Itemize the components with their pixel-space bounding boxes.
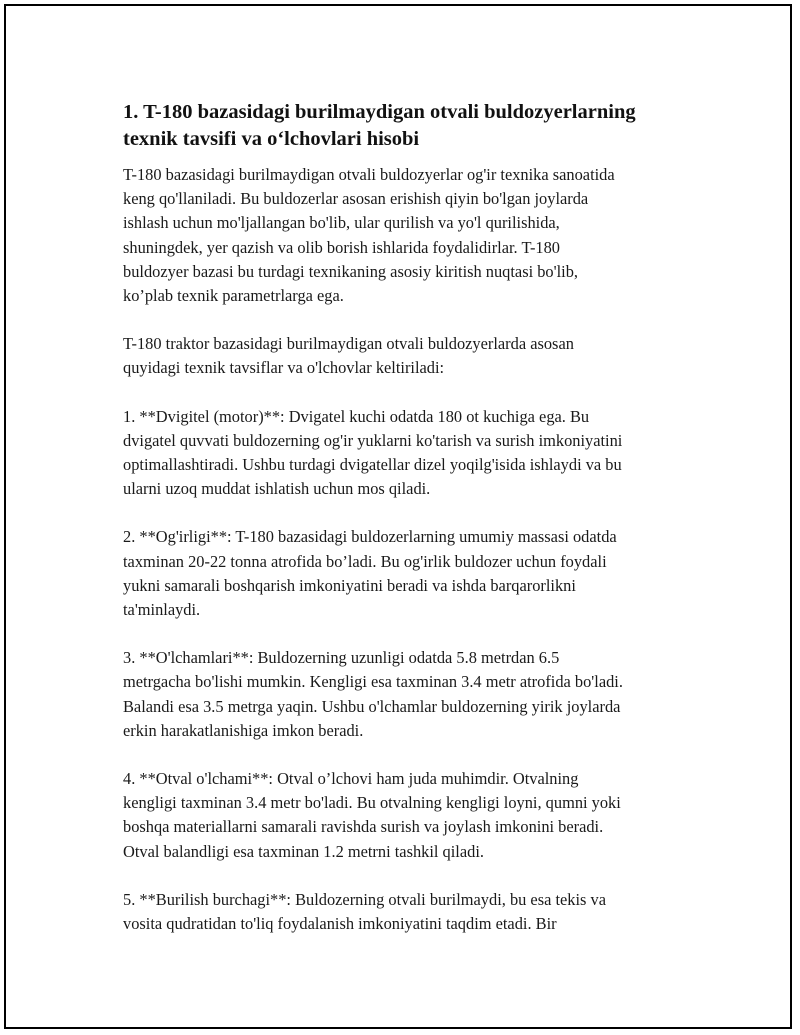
list-item-engine: 1. **Dvigitel (motor)**: Dvigatel kuchi odatda 180 ot kuchiga ega. Bu dvigatel quvvati buldozerning og'ir yuklarni ko'tarish va surish imkoniyatini optimallashtiradi. Ushbu turdagi dvigatellar dizel yoqilg'isida ishlaydi va bu ularni uzoq muddat ishlatish uchun mos qiladi. (123, 406, 623, 499)
list-item-turning-angle: 5. **Burilish burchagi**: Buldozerning otvali burilmaydi, bu esa tekis va vosita qudratidan to'liq foydalanish imkoniyatini taqdim etadi. Bir (123, 889, 606, 934)
section-heading: 1. T-180 bazasidagi burilmaydigan otvali buldozyerlarning texnik tavsifi va o‘lchovlari hisobi (123, 101, 636, 150)
intro-paragraph: T-180 bazasidagi burilmaydigan otvali buldozyerlar og'ir texnika sanoatida keng qo'llaniladi. Bu buldozerlar asosan erishish qiyin bo'lgan joylarda ishlash uchun mo'ljallangan bo'lib, ular qurilish va yo'l qurilishida, shuningdek, yer qazish va olib borish ishlarida foydalidirlar. T-180 buldozyer bazasi bu turdagi texnikaning asosiy kiritish nuqtasi bo'lib, ko’plab texnik parametrlarga ega. (123, 165, 615, 306)
list-item-weight: 2. **Og'irligi**: T-180 bazasidagi buldozerlarning umumiy massasi odatda taxminan 20-22 tonna atrofida bo’ladi. Bu og'irlik buldozer uchun foydali yukni samarali boshqarish imkoniyatini beradi va ishda barqarorlikni ta'minlaydi. (123, 527, 617, 620)
overview-paragraph: T-180 traktor bazasidagi burilmaydigan otvali buldozyerlarda asosan quyidagi texnik tavsiflar va o'lchovlar keltiriladi: (123, 334, 574, 378)
list-item-blade-size: 4. **Otval o'lchami**: Otval o’lchovi ham juda muhimdir. Otvalning kengligi taxminan 3.4 metr bo'ladi. Bu otvalning kengligi loyni, qumni yoki boshqa materiallarni samarali ravishda surish va joylash imkonini beradi. Otval balandligi esa taxminan 1.2 metrni tashkil qiladi. (123, 769, 621, 861)
page-frame (4, 4, 792, 1029)
list-item-dimensions: 3. **O'lchamlari**: Buldozerning uzunligi odatda 5.8 metrdan 6.5 metrgacha bo'lishi mumkin. Kengligi esa taxminan 3.4 metr atrofida bo'ladi. Balandi esa 3.5 metrga yaqin. Ushbu o'lchamlar buldozerning yirik joylarda erkin harakatlanishiga imkon beradi. (123, 648, 623, 740)
document-body (123, 99, 698, 960)
